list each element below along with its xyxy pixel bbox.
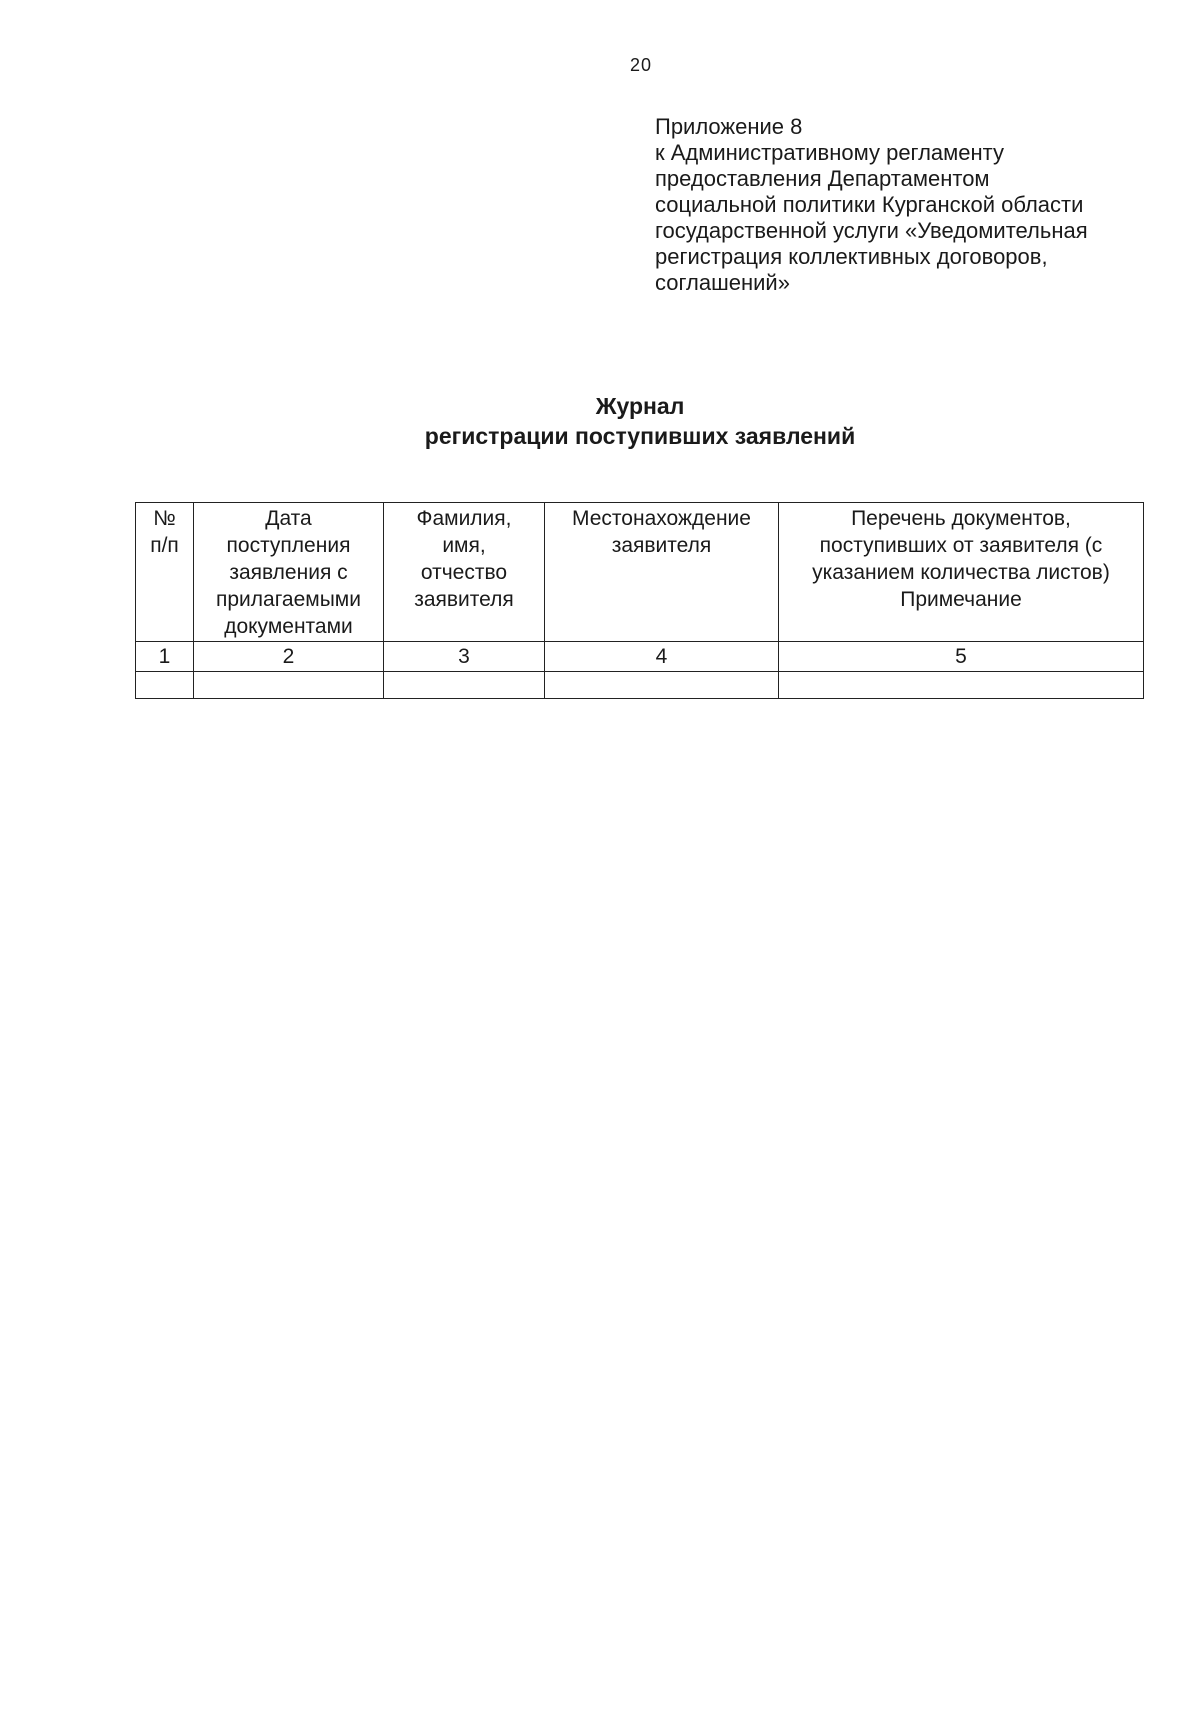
header-line: п/п (150, 534, 179, 557)
appendix-line: Приложение 8 (655, 114, 803, 139)
appendix-line: к Административному регламенту (655, 140, 1005, 165)
header-line: документами (224, 615, 353, 638)
column-number-cell: 2 (194, 642, 384, 672)
appendix-line: предоставления Департаментом (655, 166, 990, 191)
header-line: № (153, 507, 176, 530)
table-row (136, 672, 1144, 699)
page-number: 20 (630, 55, 653, 75)
appendix-line: социальной политики Курганской области (655, 192, 1084, 217)
table-cell (384, 672, 545, 699)
header-line: прилагаемыми (216, 588, 361, 611)
header-cell-applicant-name (384, 503, 545, 642)
header-line: указанием количества листов) (812, 561, 1110, 584)
column-number-cell: 3 (384, 642, 545, 672)
appendix-line: государственной услуги «Уведомительная (655, 218, 1088, 243)
header-cell-documents (779, 503, 1144, 642)
appendix-line: регистрация коллективных договоров, (655, 244, 1048, 269)
table-cell (779, 672, 1144, 699)
journal-table (135, 502, 1144, 699)
table-cell (194, 672, 384, 699)
header-line: заявления с (229, 561, 348, 584)
header-line: Фамилия, (416, 507, 512, 530)
header-line: заявителя (414, 588, 514, 611)
appendix-line: соглашений» (655, 270, 790, 295)
header-line: Перечень документов, (851, 507, 1071, 530)
header-line: Местонахождение (572, 507, 751, 530)
header-cell-number (136, 503, 194, 642)
header-line: отчество (420, 561, 508, 584)
header-line: заявителя (611, 534, 712, 557)
header-line: поступивших от заявителя (с (819, 534, 1103, 557)
header-line: Дата (265, 507, 312, 530)
column-number-cell: 1 (136, 642, 194, 672)
table-cell (136, 672, 194, 699)
journal-subtitle: регистрации поступивших заявлений (424, 423, 856, 449)
column-number-cell: 4 (545, 642, 779, 672)
table-cell (545, 672, 779, 699)
header-line: поступления (226, 534, 351, 557)
header-line: имя, (442, 534, 486, 557)
appendix-block (655, 114, 1155, 296)
header-cell-date (194, 503, 384, 642)
header-cell-location (545, 503, 779, 642)
header-line: Примечание (900, 588, 1022, 611)
table-header-row (136, 503, 1144, 642)
journal-title: Журнал (595, 393, 685, 419)
column-number-cell: 5 (779, 642, 1144, 672)
column-number-row (136, 642, 1144, 672)
